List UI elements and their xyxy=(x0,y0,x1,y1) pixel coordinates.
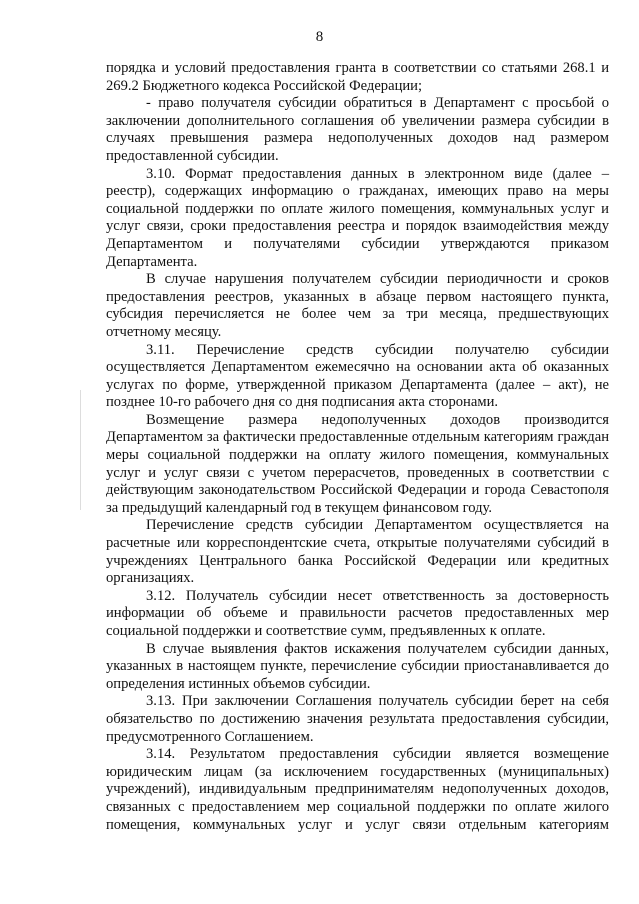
paragraph-3-10-registry-format: 3.10. Формат предоставления данных в электронном виде (далее – реестр), содержащих информацию о гражданах, имеющих право на меры социальной поддержки по оплате жилого помещения, коммунальных услуг и услуг связи, сроки предоставления реестра и порядок взаимодействия между Департаментом и получателями субсидии утверждаются приказом Департамента. xyxy=(106,165,609,270)
paragraph-3-12-responsibility: 3.12. Получатель субсидии несет ответственность за достоверность информации об объеме и правильности расчетов предоставленных мер социальной поддержки и соответствие сумм, предъявленных к оплате. xyxy=(106,587,609,639)
paragraph-3-13-agreement: 3.13. При заключении Соглашения получатель субсидии берет на себя обязательство по достижению значения результата предоставления субсидии, предусмотренного Соглашением. xyxy=(106,693,609,745)
paragraph-3-11-transfer: 3.11. Перечисление средств субсидии получателю субсидии осуществляется Департаментом ежемесячно на основании акта об оказанных услугах по форме, утвержденной приказом Департамента (далее – акт), не позднее 10-го рабочего дня со дня подписания акта сторонами. xyxy=(106,341,609,411)
paragraph-compensation: Возмещение размера недополученных доходов производится Департаментом за фактически предоставленные отдельным категориям граждан меры социальной поддержки на оплату жилого помещения, коммунальных услуг и услуг связи с учетом перерасчетов, проведенных в соответствии с действующим законодательством Российской Федерации и города Севастополя за предыдущий календарный год в текущем финансовом году. xyxy=(106,411,609,516)
paragraph-grant-conditions: порядка и условий предоставления гранта в соответствии со статьями 268.1 и 269.2 Бюджетного кодекса Российской Федерации; xyxy=(106,60,609,94)
paragraph-data-distortion: В случае выявления фактов искажения получателем субсидии данных, указанных в настоящем пункте, перечисление субсидии приостанавливается до определения истинных объемов субсидии. xyxy=(106,640,609,692)
paragraph-accounts: Перечисление средств субсидии Департаментом осуществляется на расчетные или корреспондентские счета, открытые получателями субсидий в учреждениях Центрального банка Российской Федерации или кредитных организациях. xyxy=(106,517,609,587)
paragraph-3-14-result: 3.14. Результатом предоставления субсидии является возмещение юридическим лицам (за исключением государственных (муниципальных) учреждений), индивидуальным предпринимателям недополученных доходов, связанных с предоставлением мер социальной поддержки по оплате жилого помещения, коммунальных услуг и услуг связи отдельным категориям xyxy=(106,746,609,833)
paragraph-registry-violation: В случае нарушения получателем субсидии периодичности и сроков предоставления реестров, указанных в абзаце первом настоящего пункта, субсидия перечисляется не более чем за три месяца, предшествующих отчетному месяцу. xyxy=(106,271,609,340)
page-number: 8 xyxy=(315,29,324,45)
paragraph-right-to-apply: - право получателя субсидии обратиться в Департамент с просьбой о заключении дополнительного соглашения об увеличении размера субсидии в случаях превышения размера недополученных доходов над размером предоставленной субсидии. xyxy=(106,95,609,164)
scan-artifact-line xyxy=(80,390,81,510)
document-body xyxy=(106,60,609,834)
